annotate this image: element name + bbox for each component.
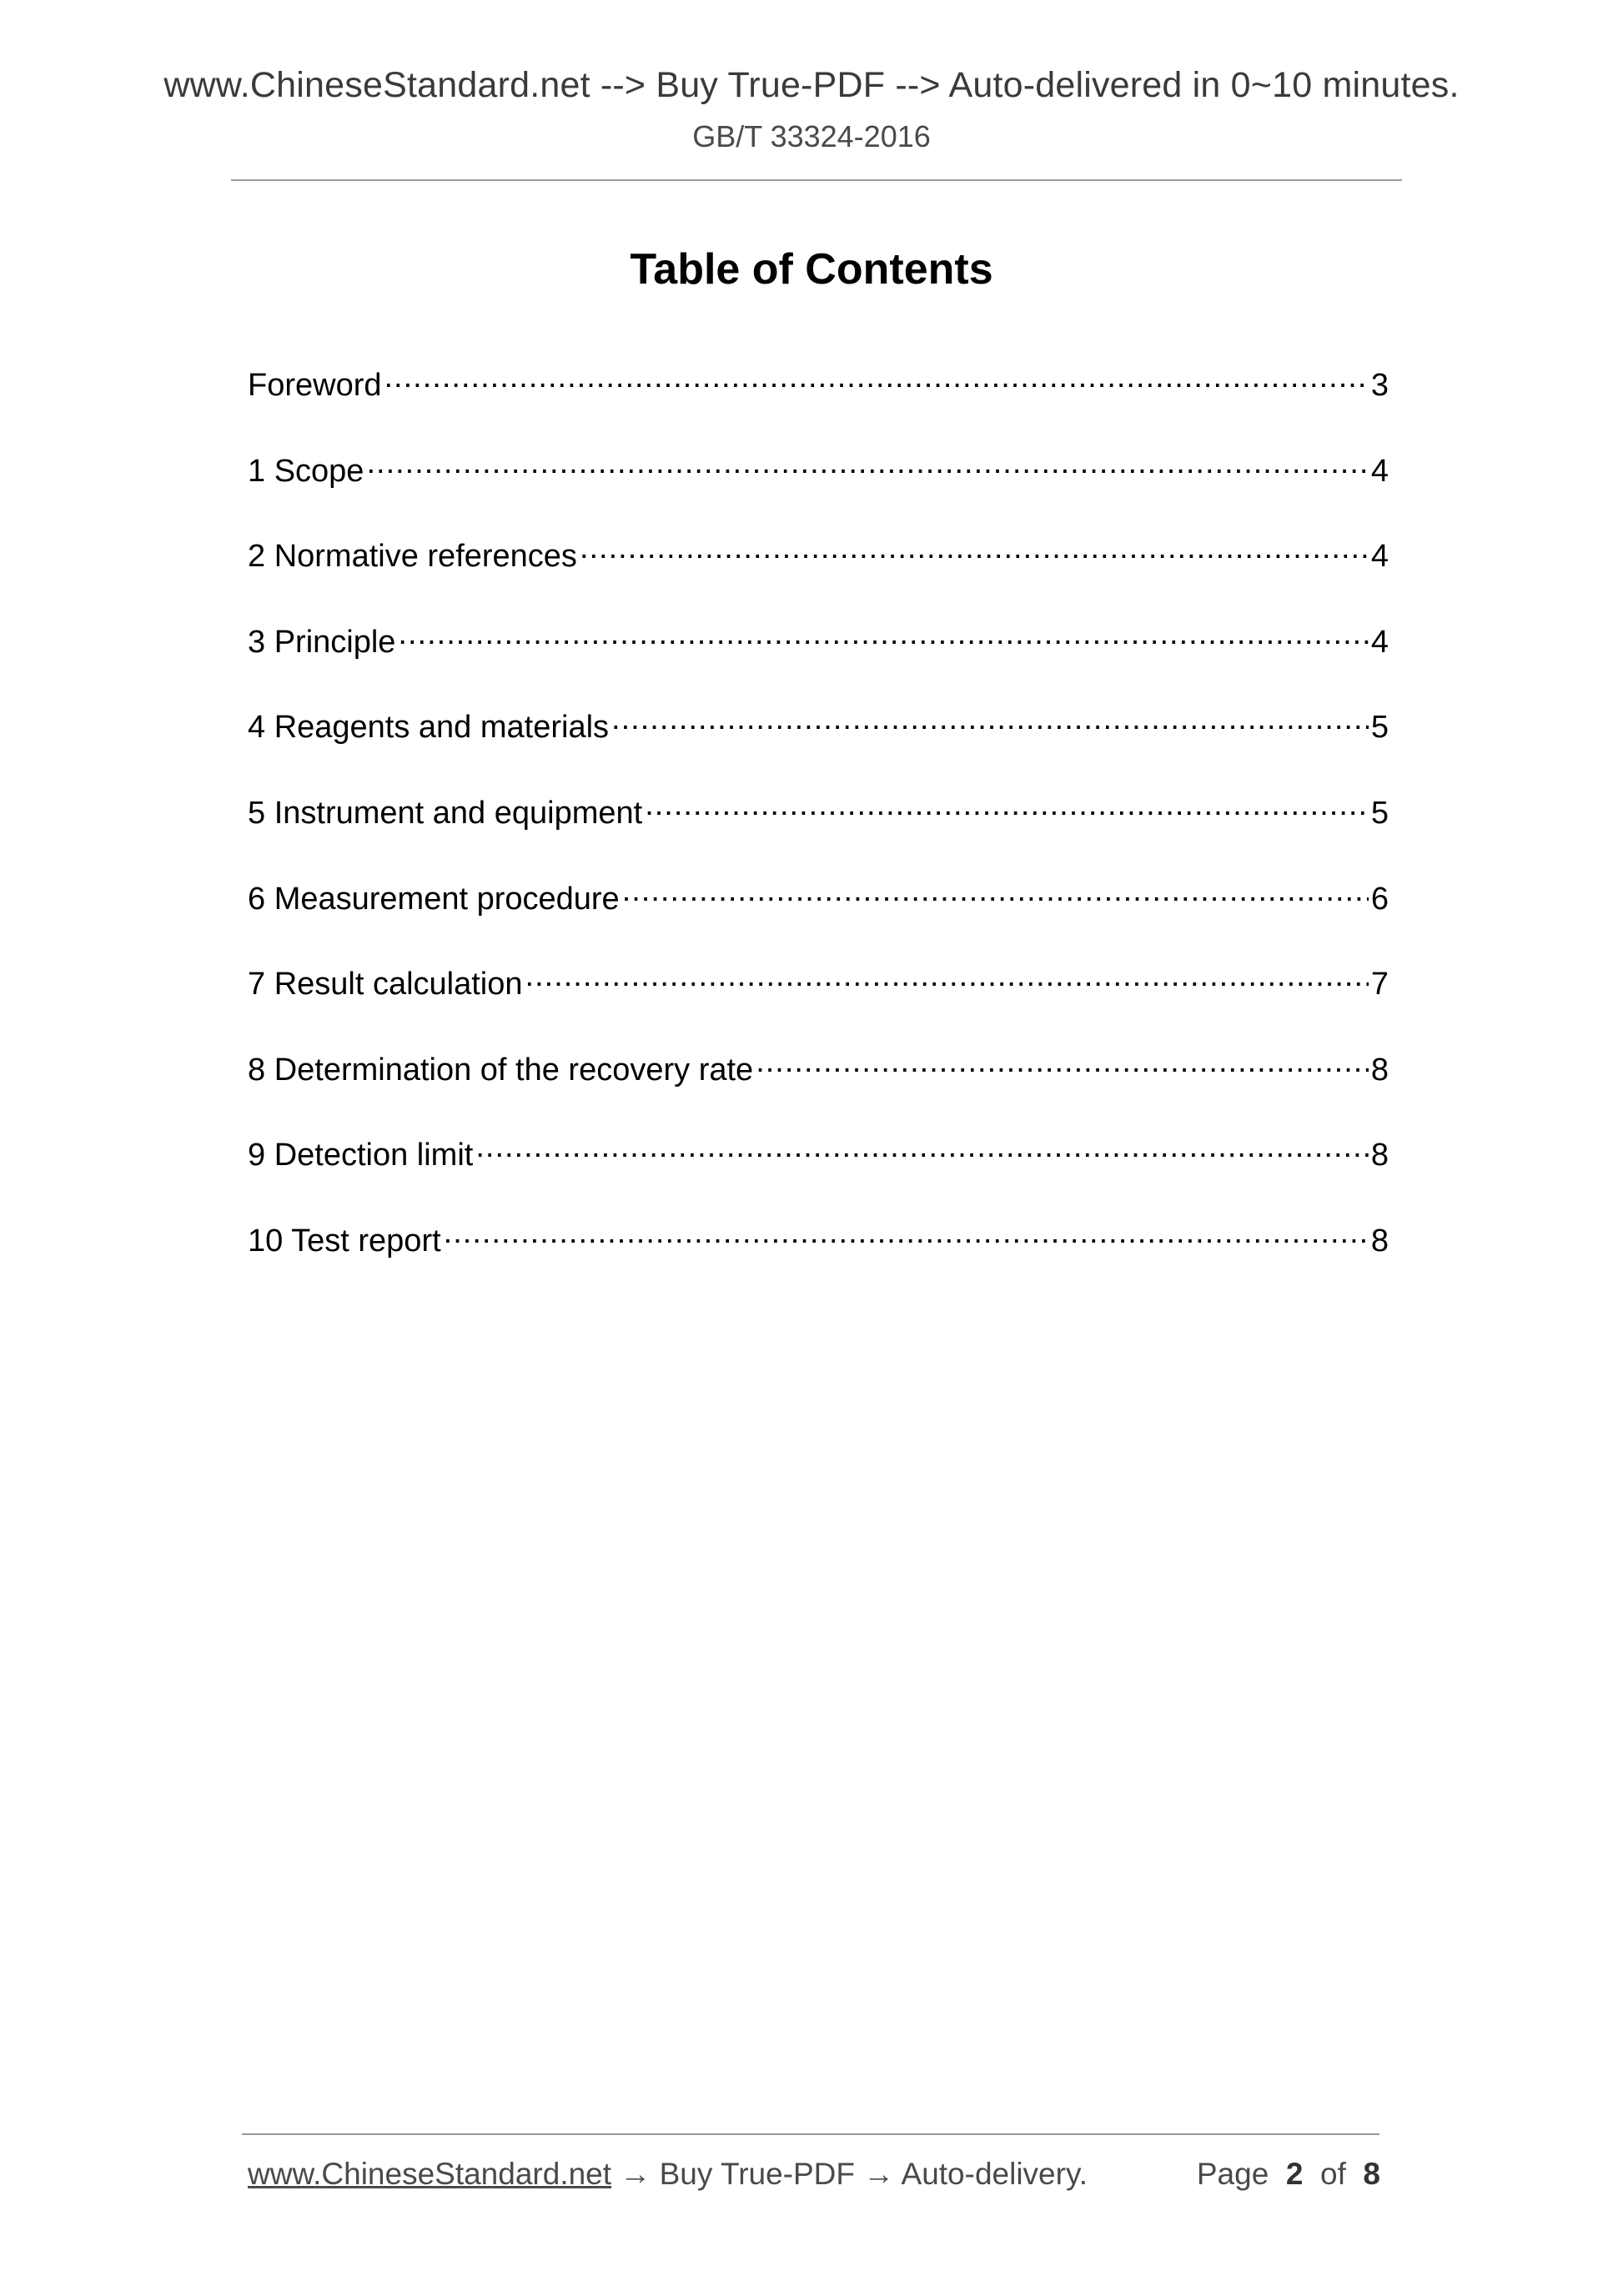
toc-list [248,359,1389,1300]
toc-entry-detection-limit[interactable] [248,1128,1389,1214]
toc-entry-page: 8 [1370,1052,1389,1088]
footer-promo [248,2157,1088,2192]
toc-dot-leader [622,872,1369,909]
toc-entry-page: 7 [1370,967,1389,1002]
toc-dot-leader [645,786,1369,823]
toc-entry-foreword[interactable] [248,359,1389,445]
toc-entry-label: 9 Detection limit [248,1138,474,1173]
toc-entry-label: Foreword [248,368,382,403]
toc-entry-page: 5 [1370,710,1389,746]
toc-entry-reagents-and-materials[interactable] [248,701,1389,786]
page-indicator [1197,2157,1380,2192]
toc-entry-instrument-and-equipment[interactable] [248,786,1389,872]
toc-entry-label: 6 Measurement procedure [248,881,620,917]
toc-entry-label: 2 Normative references [248,539,577,575]
toc-dot-leader [756,1043,1369,1080]
header-divider [231,179,1402,181]
total-pages-number: 8 [1363,2157,1380,2191]
toc-title: Table of Contents [630,245,993,294]
toc-entry-label: 8 Determination of the recovery rate [248,1052,754,1088]
toc-entry-scope[interactable] [248,445,1389,530]
toc-entry-label: 10 Test report [248,1223,441,1259]
toc-dot-leader [580,530,1369,566]
toc-entry-page: 5 [1370,795,1389,831]
toc-entry-test-report[interactable] [248,1214,1389,1300]
toc-dot-leader [611,701,1369,737]
toc-dot-leader [384,359,1369,395]
toc-entry-page: 4 [1370,624,1389,660]
toc-entry-label: 4 Reagents and materials [248,710,610,746]
toc-entry-principle[interactable] [248,615,1389,701]
toc-dot-leader [366,445,1368,481]
toc-entry-measurement-procedure[interactable] [248,872,1389,958]
toc-entry-recovery-rate[interactable] [248,1043,1389,1129]
toc-dot-leader [525,957,1369,994]
toc-entry-page: 6 [1370,881,1389,917]
toc-entry-label: 1 Scope [248,453,364,489]
toc-entry-page: 3 [1370,368,1389,403]
footer-divider [242,2133,1379,2135]
toc-entry-page: 8 [1370,1138,1389,1173]
page-word: Page [1196,2157,1269,2191]
toc-entry-page: 8 [1370,1223,1389,1259]
of-word: of [1320,2157,1346,2191]
toc-dot-leader [475,1128,1369,1165]
toc-entry-page: 4 [1370,453,1389,489]
toc-entry-result-calculation[interactable] [248,957,1389,1043]
toc-entry-normative-references[interactable] [248,530,1389,615]
toc-entry-label: 3 Principle [248,624,396,660]
standard-number: GB/T 33324-2016 [692,119,931,153]
toc-entry-label: 5 Instrument and equipment [248,795,643,831]
footer-website-link[interactable]: www.ChineseStandard.net [248,2157,612,2191]
toc-dot-leader [398,615,1368,652]
header-banner: www.ChineseStandard.net --> Buy True-PDF --> Auto-delivered in 0~10 minutes. [163,65,1460,105]
footer-promo-text: → Buy True-PDF → Auto-delivery. [611,2157,1088,2191]
toc-dot-leader [444,1214,1369,1251]
toc-entry-label: 7 Result calculation [248,967,523,1002]
toc-entry-page: 4 [1370,539,1389,575]
current-page-number: 2 [1285,2157,1304,2191]
